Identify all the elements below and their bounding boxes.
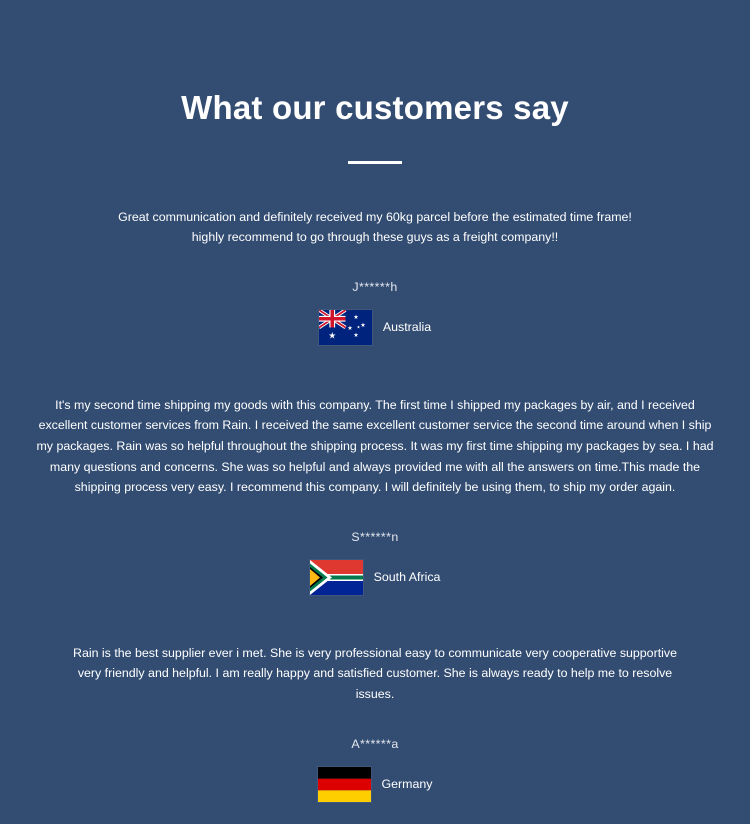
title-divider xyxy=(348,161,402,164)
testimonial-country-row xyxy=(20,560,730,595)
testimonial-author: A******a xyxy=(351,736,399,751)
testimonial-country-row xyxy=(20,310,730,345)
testimonial-country-row xyxy=(20,767,730,802)
testimonial-text: Great communication and definitely received my 60kg parcel before the estimated time frame! highly recommend to go through these guys as a freight company!! xyxy=(118,209,632,245)
flag-australia-icon xyxy=(319,310,372,345)
testimonial-text: It's my second time shipping my goods with this company. The first time I shipped my packages by air, and I received excellent customer services from Rain. I received the same excellent customer service the second time around when I ship my packages. Rain was so helpful throughout the shipping process. It was my first time shipping my packages by sea. I had many questions and concerns. She was so helpful and always provided me with all the answers on time.This made the shipping process very easy. I recommend this company. I will definitely be using them, to ship my order again. xyxy=(36,397,714,495)
testimonial-country: Germany xyxy=(381,777,433,792)
testimonial-author: S******n xyxy=(351,529,399,544)
testimonial-country: Australia xyxy=(382,320,432,335)
testimonial-country: South Africa xyxy=(373,570,441,585)
flag-germany-icon xyxy=(318,767,371,802)
spacer xyxy=(20,345,730,395)
testimonial-author: J******h xyxy=(352,279,398,294)
testimonial-text: Rain is the best supplier ever i met. She is very professional easy to communicate very cooperative supportive very friendly and helpful. I am really happy and satisfied customer. She is always ready to help me to resolve issues. xyxy=(73,645,677,701)
page-title: What our customers say xyxy=(181,89,569,126)
testimonial-item xyxy=(20,643,730,802)
testimonial-item xyxy=(20,395,730,595)
spacer xyxy=(20,595,730,643)
testimonials-list xyxy=(20,207,730,802)
testimonial-item xyxy=(20,207,730,345)
flag-south-africa-icon xyxy=(310,560,363,595)
